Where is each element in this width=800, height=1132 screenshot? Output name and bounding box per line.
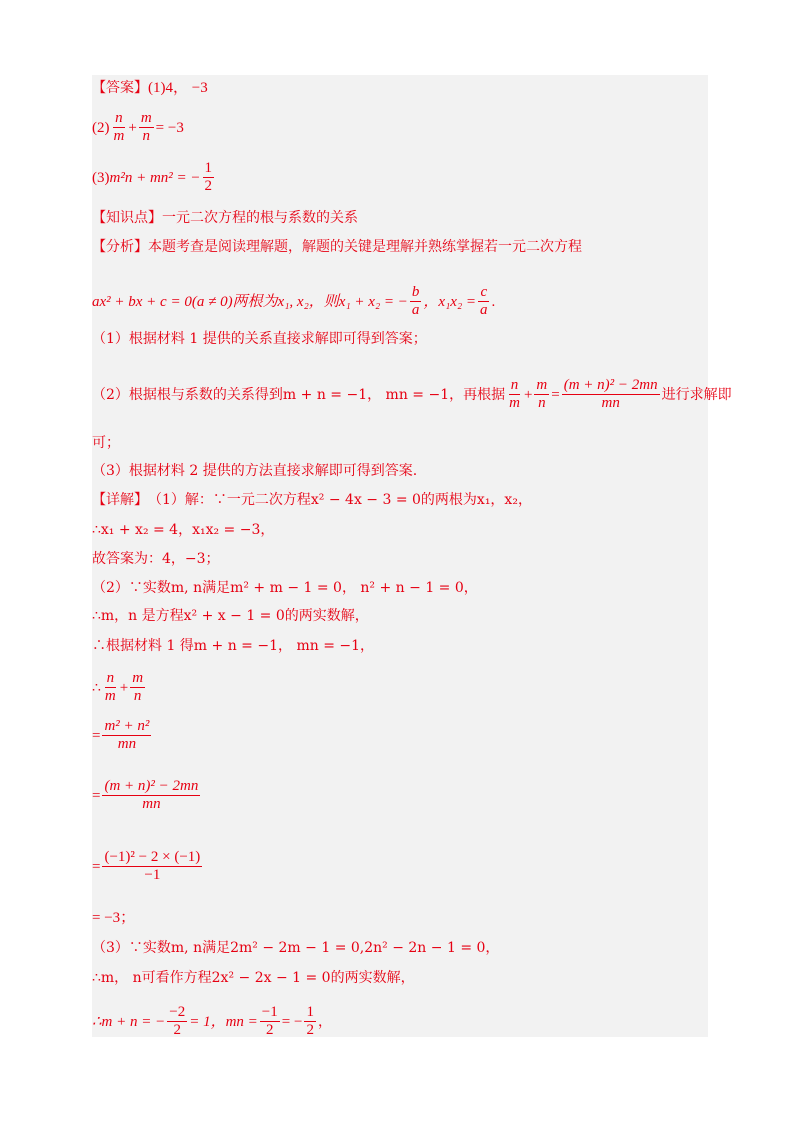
analysis-line-1: [92, 238, 582, 256]
fraction-m-over-n: [139, 110, 154, 145]
fraction-numerator: −2: [169, 1004, 186, 1020]
analysis-formula-a: ax² + bx + c = 0(a ≠ 0)两根为x₁, x₂，则x₁ + x₂ = −: [92, 293, 408, 310]
answer-label: 【答案】: [92, 80, 148, 96]
detail-line-7: ∴ $\frac{n}{m}$ + $\frac{m}{n}$: [92, 670, 144, 704]
fraction-identity: [562, 377, 660, 412]
fraction-numerator: n: [115, 110, 123, 126]
analysis-step-2-text: （2）根据根与系数的关系得到m + n = −1， mn = −1，再根据: [92, 386, 506, 403]
fraction-eq-3: [102, 849, 202, 884]
fraction-denominator: a: [411, 302, 420, 318]
fraction-n-over-m: [103, 670, 118, 705]
fraction-denominator: −1: [144, 867, 161, 883]
fraction-numerator: −1: [261, 1004, 278, 1020]
detail-line-9: ∴m， n可看作方程2x² − 2x − 1 = 0的两实数解，: [92, 970, 415, 986]
knowledge-label: 【知识点】: [92, 210, 162, 226]
detail-line-6: ∴根据材料 1 得m + n = −1， mn = −1，: [92, 638, 375, 654]
fraction-numerator: 1: [306, 1004, 314, 1020]
equals-sign: =: [92, 787, 101, 804]
fraction-neg2-over-2: [167, 1004, 187, 1039]
fraction-m-over-n: [534, 377, 549, 412]
analysis-label: 【分析】: [92, 239, 148, 255]
analysis-step-2: （2）根据根与系数的关系得到m + n = −1， mn = −1，再根据 $\frac{n}{m}$ + $\frac{m}{n}$ = $\frac{\text{(m + n)² − 2mn}}{mn}$ 进行求解即: [92, 377, 732, 411]
answer-part-2-prefix: (2): [92, 119, 110, 136]
fraction-denominator: m: [113, 128, 125, 144]
fraction-eq-2: [102, 778, 200, 813]
analysis-step-1: （1）根据材料 1 提供的关系直接求解即可得到答案；: [92, 331, 427, 347]
therefore-symbol: ∴: [92, 679, 101, 696]
detail-eq-1: [92, 718, 153, 753]
analysis-step-3: （3）根据材料 2 提供的方法直接求解即可得到答案.: [92, 463, 418, 479]
answer-part-2-result: = −3: [155, 119, 184, 136]
fraction-one-half: [203, 160, 215, 195]
fraction-c-over-a: [478, 284, 490, 319]
fraction-neg1-over-2: [260, 1004, 280, 1039]
fraction-denominator: a: [480, 302, 488, 318]
fraction-numerator: n: [510, 377, 519, 393]
equals-sign: =: [92, 727, 101, 744]
fraction-denominator: mn: [142, 796, 161, 812]
answer-line-2: (2) $\frac{n}{m}$ + $\frac{m}{n}$ = −3: [92, 110, 184, 144]
answer-line-3: [92, 160, 216, 195]
detail-line-10-c: = −: [281, 1013, 303, 1030]
answer-part-1: (1)4， −3: [148, 80, 208, 96]
fraction-numerator: m: [140, 110, 152, 126]
detail-line-8: （3）∵实数m, n满足2m² − 2m − 1 = 0,2n² − 2n − 1 = 0，: [92, 940, 500, 956]
fraction-b-over-a: [410, 284, 422, 319]
analysis-step-2-tail: 进行求解即: [661, 386, 732, 403]
detail-line-10: [92, 1004, 332, 1039]
detail-text-1: （1）解：∵一元二次方程x² − 4x − 3 = 0的两根为x₁，x₂，: [148, 492, 532, 508]
fraction-denominator: 2: [306, 1022, 314, 1038]
fraction-numerator: (−1)² − 2 × (−1): [104, 849, 201, 865]
fraction-denominator: 2: [173, 1022, 181, 1038]
detail-label: 【详解】: [92, 492, 148, 508]
answer-line-1: [92, 79, 208, 97]
analysis-formula-b: ，x₁x₂ =: [423, 293, 477, 310]
fraction-numerator: m² + n²: [104, 718, 150, 734]
detail-line-5: ∴m，n 是方程x² + x − 1 = 0的两实数解，: [92, 608, 369, 624]
fraction-denominator: n: [133, 688, 142, 704]
fraction-numerator: (m + n)² − 2mn: [104, 778, 199, 794]
analysis-formula-line: ax² + bx + c = 0(a ≠ 0)两根为x₁, x₂，则x₁ + x₂ = − $\frac{b}{a}$ ，x₁x₂ = $\frac{c}{a}$ .: [92, 284, 496, 318]
detail-line-2: ∴x₁ + x₂ = 4，x₁x₂ = −3，: [92, 522, 275, 538]
fraction-numerator: m: [132, 670, 144, 686]
fraction-numerator: m: [536, 377, 548, 393]
fraction-numerator: c: [480, 284, 488, 300]
fraction-n-over-m: [507, 377, 522, 412]
fraction-numerator: (m + n)² − 2mn: [563, 377, 658, 393]
detail-eq-3: [92, 849, 204, 884]
fraction-denominator: m: [509, 395, 520, 411]
fraction-numerator: 1: [204, 160, 213, 176]
detail-line-3: 故答案为：4，−3；: [92, 551, 220, 567]
fraction-n-over-m: [112, 110, 127, 145]
analysis-text: 本题考查是阅读理解题，解题的关键是理解并熟练掌握若一元二次方程: [148, 239, 582, 255]
fraction-denominator: 2: [266, 1022, 274, 1038]
detail-eq-2: [92, 778, 202, 813]
fraction-denominator: m: [104, 688, 116, 704]
detail-line-10-a: ∴m + n = −: [92, 1013, 166, 1030]
detail-line-10-d: ，: [317, 1013, 332, 1030]
analysis-step-2-cont: 可；: [92, 435, 120, 451]
fraction-numerator: b: [411, 284, 420, 300]
detail-eq-4: = −3；: [92, 910, 136, 926]
fraction-numerator: n: [106, 670, 115, 686]
detail-line-10-b: = 1，mn =: [189, 1013, 258, 1030]
knowledge-text: 一元二次方程的根与系数的关系: [162, 210, 358, 226]
fraction-one-half: [304, 1004, 316, 1039]
detail-line-4: （2）∵实数m, n满足m² + m − 1 = 0， n² + n − 1 = 0，: [92, 580, 478, 596]
equals-sign: =: [92, 858, 101, 875]
detail-line-1: [92, 491, 532, 509]
knowledge-line: [92, 209, 358, 227]
fraction-m-over-n: [130, 670, 145, 705]
fraction-denominator: 2: [204, 178, 213, 194]
fraction-denominator: n: [142, 128, 150, 144]
fraction-denominator: n: [538, 395, 546, 411]
answer-part-3-lhs: m²n + mn² = −: [109, 169, 201, 186]
answer-part-3-prefix: (3): [92, 169, 110, 186]
fraction-eq-1: [102, 718, 151, 753]
fraction-denominator: mn: [601, 395, 620, 411]
fraction-denominator: mn: [117, 736, 137, 752]
